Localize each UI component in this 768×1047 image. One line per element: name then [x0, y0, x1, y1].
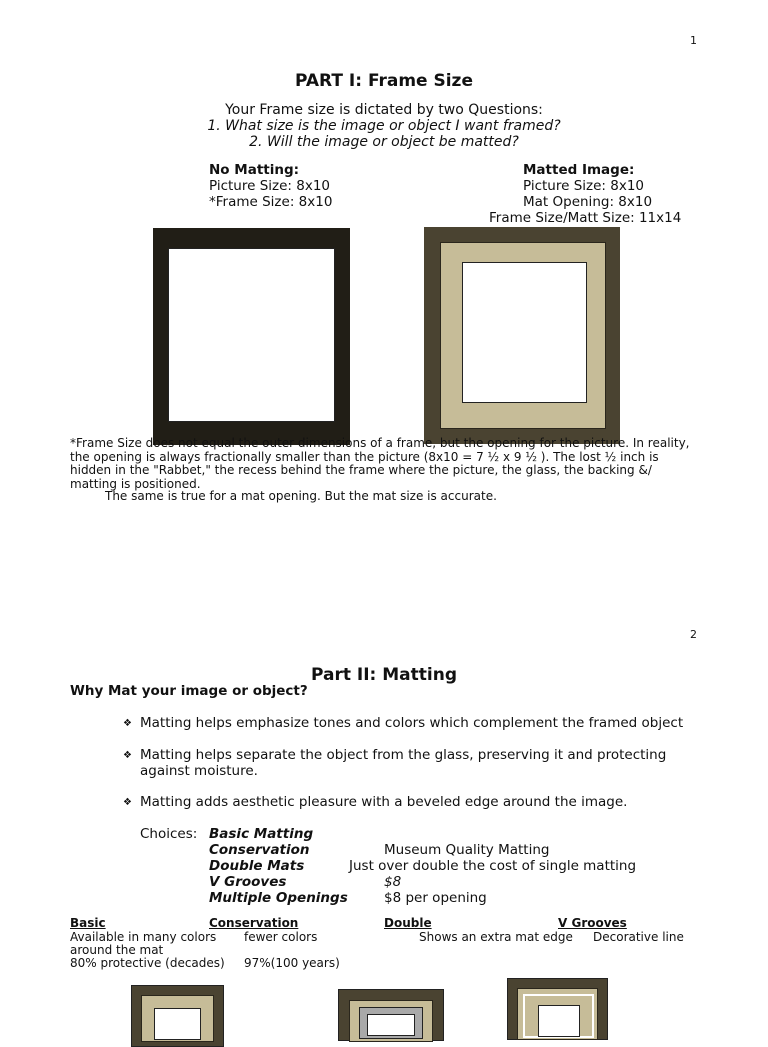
choices-label: Choices:	[140, 826, 198, 842]
mat	[141, 995, 214, 1042]
no-matting-frame-size: *Frame Size: 8x10	[209, 194, 333, 210]
mat-opening	[462, 262, 587, 403]
choice-desc: Just over double the cost of single matting	[349, 858, 637, 874]
mat-opening	[538, 1005, 580, 1037]
mat-opening	[367, 1014, 415, 1036]
unmatted-frame-illustration	[153, 228, 350, 445]
page-number: 1	[690, 34, 697, 47]
matted-frame-illustration	[424, 227, 620, 444]
double-mat-illustration	[338, 989, 444, 1041]
footnote-paragraph: *Frame Size does not equal the outer dimensions of a frame, but the opening for the picture. In reality, the opening is always fractionally smaller than the picture (8x10 = 7 ½ x 9 ½ ). The lost ½ inch is hidden in the "Rabbet," the recess behind the frame where the picture, the glass, the backing &/ matting is positioned.	[70, 436, 690, 491]
question-2: 2. Will the image or object be matted?	[249, 134, 519, 150]
section-question: Why Mat your image or object?	[70, 683, 308, 699]
mat	[517, 988, 598, 1040]
matted-heading: Matted Image:	[523, 162, 635, 178]
diamond-bullet-icon: ❖	[123, 750, 132, 761]
conservation-line-1: fewer colors	[244, 930, 318, 944]
choice-desc: Museum Quality Matting	[384, 842, 550, 858]
choice-desc: $8 per opening	[384, 890, 487, 906]
choice-name: Conservation	[209, 842, 310, 858]
choice-name: Basic Matting	[209, 826, 314, 842]
page-number: 2	[690, 628, 697, 641]
choice-name: Double Mats	[209, 858, 305, 874]
basic-line-1: Available in many colors	[70, 930, 217, 944]
matted-frame-size: Frame Size/Matt Size: 11x14	[489, 210, 682, 226]
choice-name: V Grooves	[209, 874, 287, 890]
mat	[440, 242, 606, 429]
basic-line-3: 80% protective (decades)	[70, 956, 225, 970]
page-title: Part II: Matting	[310, 665, 457, 685]
v-groove-illustration	[507, 978, 608, 1040]
choice-name: Multiple Openings	[209, 890, 348, 906]
intro-text: Your Frame size is dictated by two Questions:	[225, 102, 543, 118]
basic-line-2: around the mat	[70, 943, 164, 957]
column-heading-basic: Basic	[70, 916, 106, 930]
diamond-bullet-icon: ❖	[123, 718, 132, 729]
basic-mat-illustration	[131, 985, 224, 1047]
footnote-mat-note: The same is true for a mat opening. But the mat size is accurate.	[105, 489, 497, 503]
no-matting-heading: No Matting:	[209, 162, 300, 178]
matted-picture-size: Picture Size: 8x10	[523, 178, 645, 194]
column-heading-double: Double	[384, 916, 432, 930]
column-heading-vgrooves: V Grooves	[558, 916, 627, 930]
frame-opening	[168, 248, 335, 422]
no-matting-picture-size: Picture Size: 8x10	[209, 178, 331, 194]
mat-opening	[154, 1008, 201, 1040]
outer-mat	[349, 1000, 433, 1042]
choice-desc: $8	[384, 874, 402, 890]
vgrooves-line-1: Decorative line	[593, 930, 684, 944]
page-title: PART I: Frame Size	[295, 71, 473, 91]
conservation-line-3: 97%(100 years)	[244, 956, 340, 970]
question-1: 1. What size is the image or object I want framed?	[207, 118, 561, 134]
column-heading-conservation: Conservation	[209, 916, 299, 930]
double-line-1: Shows an extra mat edge	[419, 930, 573, 944]
diamond-bullet-icon: ❖	[123, 797, 132, 808]
matted-mat-opening: Mat Opening: 8x10	[523, 194, 653, 210]
inner-mat	[359, 1007, 423, 1039]
